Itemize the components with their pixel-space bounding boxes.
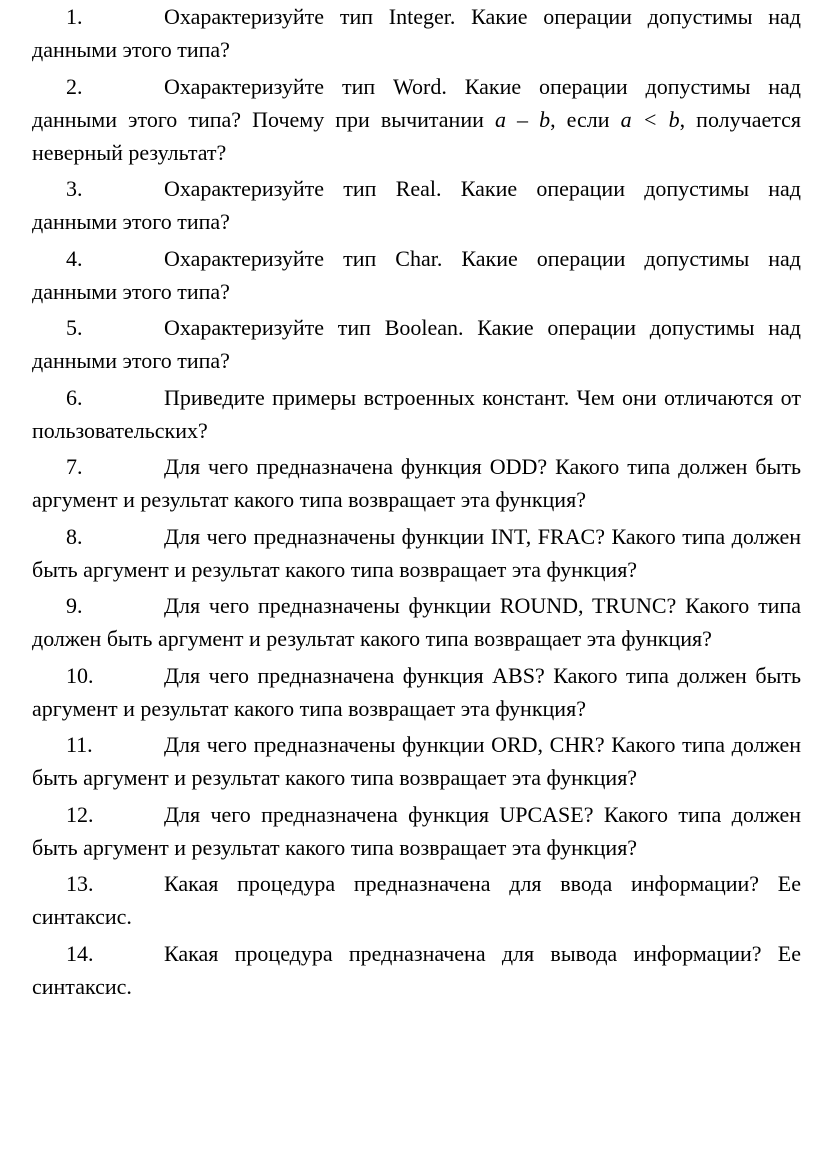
question-number: 12.	[66, 801, 94, 827]
question-number: 14.	[66, 940, 94, 966]
question-number: 1.	[66, 4, 83, 29]
question-number: 2.	[66, 73, 83, 99]
question-text: Охарактеризуйте тип Real. Какие операции допустимы над данными этого типа?	[32, 176, 801, 234]
question-text: Охарактеризуйте тип Char. Какие операции допустимы над данными этого типа?	[32, 245, 801, 304]
question-text: Для чего предназначены функции ORD, CHR? Какого типа должен быть аргумент и результат какого типа возвращает эта функция?	[32, 732, 801, 790]
question-number: 10.	[66, 662, 94, 688]
question-number: 7.	[66, 454, 83, 479]
question-item-9	[32, 589, 801, 655]
question-item-1	[32, 0, 801, 66]
question-text: Для чего предназначена функция UPCASE? Какого типа должен быть аргумент и результат какого типа возвращает эта функция?	[32, 801, 801, 860]
question-number: 13.	[66, 871, 94, 896]
question-item-3	[32, 172, 801, 238]
question-item-4	[32, 242, 801, 308]
question-number: 3.	[66, 176, 83, 201]
question-number: 8.	[66, 523, 83, 549]
question-list	[32, 0, 801, 1006]
question-number: 11.	[66, 732, 93, 757]
question-number: 4.	[66, 245, 83, 271]
question-number: 6.	[66, 384, 83, 410]
math-expression: a < b	[620, 106, 680, 132]
question-item-5	[32, 311, 801, 377]
question-text: Для чего предназначены функции INT, FRAC? Какого типа должен быть аргумент и результат какого типа возвращает эта функция?	[32, 523, 801, 582]
question-text: Для чего предназначена функция ODD? Какого типа должен быть аргумент и результат какого типа возвращает эта функция?	[32, 454, 801, 512]
question-item-6	[32, 381, 801, 447]
question-text: Какая процедура предназначена для вывода информации? Ее синтаксис.	[32, 940, 801, 999]
question-text: Для чего предназначены функции ROUND, TRUNC? Какого типа должен быть аргумент и результат какого типа возвращает эта функция?	[32, 593, 801, 651]
question-text: Какая процедура предназначена для ввода информации? Ее синтаксис.	[32, 871, 801, 929]
question-item-14	[32, 937, 801, 1003]
question-item-12	[32, 798, 801, 864]
question-item-11	[32, 728, 801, 794]
question-item-8	[32, 520, 801, 586]
math-expression: a – b	[494, 106, 551, 132]
question-item-2	[32, 70, 801, 169]
question-item-7	[32, 450, 801, 516]
question-number: 9.	[66, 593, 83, 618]
question-text-part: , если	[550, 106, 621, 132]
question-text: Охарактеризуйте тип Integer. Какие операции допустимы над данными этого типа?	[32, 4, 801, 62]
question-text-part: , получается неверный результат?	[32, 106, 801, 165]
question-text: Для чего предназначена функция ABS? Какого типа должен быть аргумент и результат какого типа возвращает эта функция?	[32, 662, 801, 721]
question-text-part: Охарактеризуйте тип Word. Какие операции допустимы над данными этого типа? Почему при вычитании	[32, 73, 801, 132]
question-item-13	[32, 867, 801, 933]
question-text: Охарактеризуйте тип Boolean. Какие операции допустимы над данными этого типа?	[32, 315, 801, 373]
question-item-10	[32, 659, 801, 725]
question-text: Приведите примеры встроенных констант. Чем они отличаются от пользовательских?	[32, 384, 801, 443]
question-number: 5.	[66, 315, 83, 340]
